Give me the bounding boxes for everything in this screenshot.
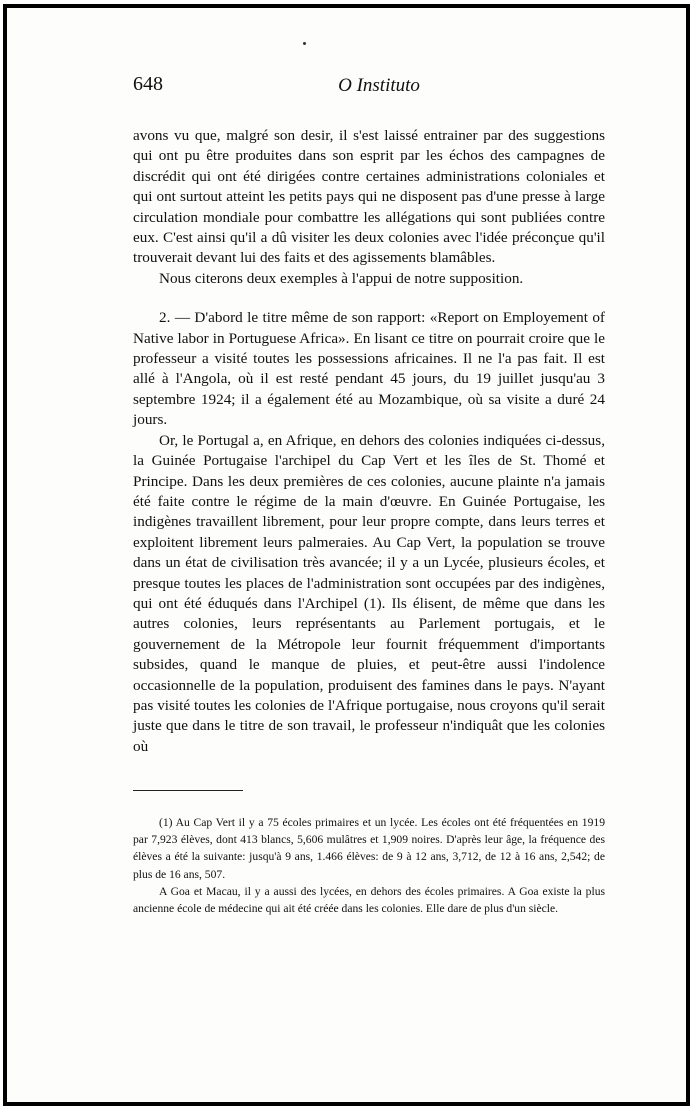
footnote-1: (1) Au Cap Vert il y a 75 écoles primaires et un lycée. Les écoles ont été fréquentées en 1919 par 7,923 élèves, dont 413 blancs, 5,606 mulâtres et 1,909 noires. D'après leur âge, la fréquence des élèves a été la suivante: jusqu'à 9 ans, 1.466 élèves: de 9 à 12 ans, 3,712, de 12 à 16 ans, 2,542; de plus de 16 ans, 507. — [133, 816, 605, 881]
body-text — [133, 126, 605, 757]
footnote-rule — [133, 790, 243, 791]
page-number: 648 — [133, 73, 163, 95]
footnote-1-continued: A Goa et Macau, il y a aussi des lycées, en dehors des écoles primaires. A Goa existe la plus ancienne école de médecine qui ait été créée dans les colonies. Elle dare de plus d'un siècle. — [133, 884, 605, 916]
paragraph-section-2: 2. — D'abord le titre même de son rapport: «Report on Employement of Native labor in Portuguese Africa». En lisant ce titre on pourrait croire que le professeur a visité toutes les possessions africaines. Il ne l'a pas fait. Il est allé à l'Angola, où il est resté pendant 45 jours, du 19 juillet jusqu'au 3 septembre 1924; il a également été au Mozambique, où sa visite a duré 24 jours. — [133, 309, 605, 429]
paragraph-continuation: avons vu que, malgré son desir, il s'est laissé entrainer par des suggestions qui ont pu être produites dans son esprit par les échos des campagnes de discrédit qui ont été dirigées contre certaines administrations coloniales et qui ont surtout atteint les petits pays qui ne disposent pas d'une presse à large circulation mondiale pour combattre les allégations qui sont publiées contre eux. C'est ainsi qu'il a dû visiter les deux colonies avec l'idée préconçue qu'il trouverait devant lui des faits et des agissements blamâbles. — [133, 127, 605, 267]
running-title: O Instituto — [338, 75, 420, 96]
paragraph-colonies: Or, le Portugal a, en Afrique, en dehors des colonies indiquées ci-dessus, la Guinée Portugaise l'archipel du Cap Vert et les îles de St. Thomé et Principe. Dans les deux premières de ces colonies, aucune plainte n'a jamais été faite contre le régime de la main d'œuvre. En Guinée Portugaise, les indigènes travaillent librement, pour leur propre compte, dans leurs terres et exploitent librement leurs palmeraies. Au Cap Vert, la population se trouve dans un état de civilisation très avancée; il y a un Lycée, plusieurs écoles, et presque toutes les places de l'administration sont occupées par des indigènes, qui ont été éduqués dans l'Archipel (1). Ils élisent, de même que dans les autres colonies, leurs représentants au Parlement portugais, et le gouvernement de la Métropole leur fournit fréquemment d'importants subsides, quand le manque de pluies, et peut-être aussi l'indolence occasionnelle de la population, produisent des famines dans le pays. N'ayant pas visité toutes les colonies de l'Afrique portugaise, nous croyons qu'il serait juste que dans le titre de son travail, le professeur n'indiquât que les colonies où — [133, 431, 605, 755]
print-dot — [303, 42, 306, 45]
footnotes — [133, 814, 605, 917]
paragraph-supposition: Nous citerons deux exemples à l'appui de notre supposition. — [159, 269, 524, 287]
page-header — [133, 68, 605, 98]
